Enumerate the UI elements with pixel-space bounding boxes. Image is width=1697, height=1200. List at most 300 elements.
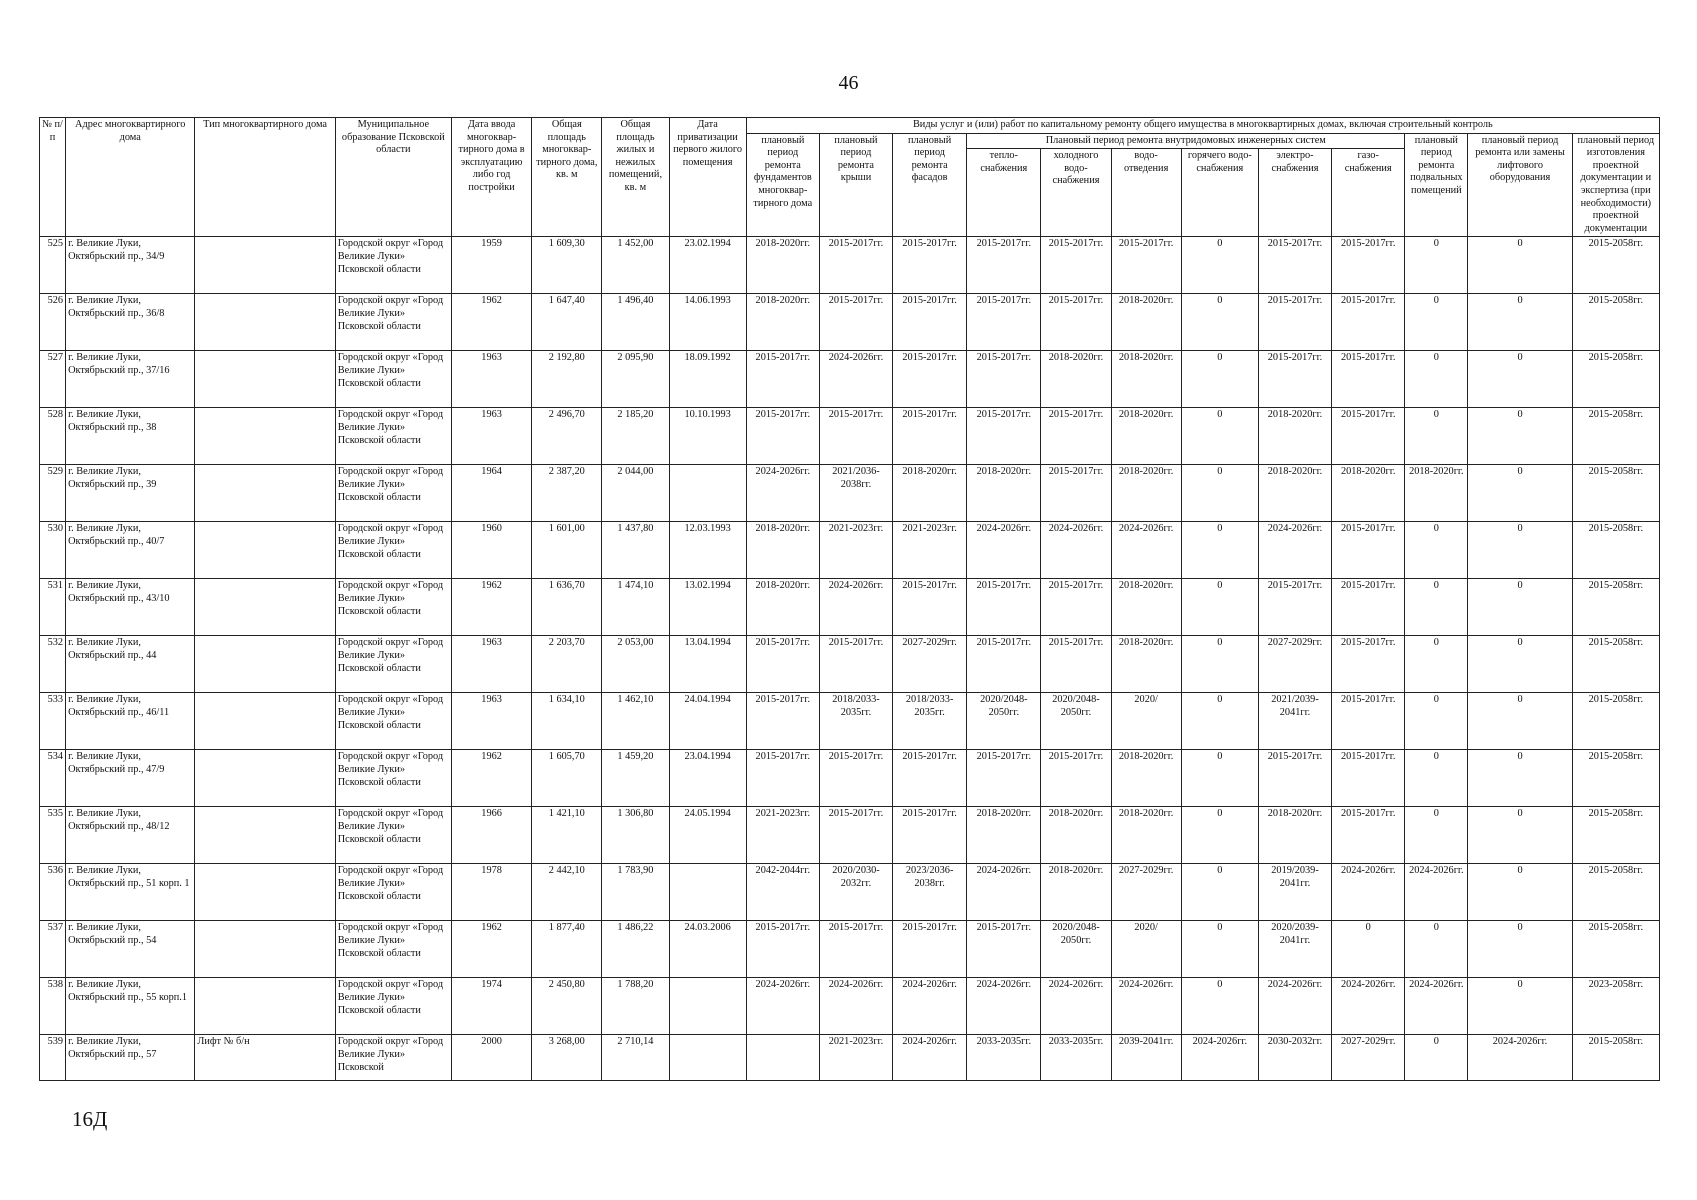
cell-heat: 2015-2017гг.: [967, 351, 1041, 408]
cell-heat: 2024-2026гг.: [967, 864, 1041, 921]
cell-lift: 0: [1468, 693, 1572, 750]
cell-cold-water: 2015-2017гг.: [1041, 579, 1111, 636]
cell-privatization: 13.02.1994: [669, 579, 746, 636]
cell-year: 1963: [452, 408, 532, 465]
cell-hot-water: 0: [1181, 579, 1258, 636]
cell-year: 1962: [452, 294, 532, 351]
cell-living-area: 1 462,10: [602, 693, 669, 750]
cell-hot-water: 0: [1181, 294, 1258, 351]
cell-address: г. Великие Луки, Октябрьский пр., 57: [66, 1035, 195, 1081]
cell-sewer: 2020/: [1111, 921, 1181, 978]
cell-hot-water: 0: [1181, 351, 1258, 408]
cell-basement: 0: [1405, 237, 1468, 294]
cell-facade: 2024-2026гг.: [893, 978, 967, 1035]
cell-address: г. Великие Луки, Октябрьский пр., 38: [66, 408, 195, 465]
cell-num: 531: [40, 579, 66, 636]
cell-design: 2015-2058гг.: [1572, 237, 1659, 294]
cell-gas: 0: [1332, 921, 1405, 978]
header-municipality: Муниципальное образование Псковской области: [335, 118, 451, 237]
cell-year: 1964: [452, 465, 532, 522]
cell-electric: 2019/2039-2041гг.: [1258, 864, 1331, 921]
cell-sewer: 2018-2020гг.: [1111, 636, 1181, 693]
cell-cold-water: 2018-2020гг.: [1041, 807, 1111, 864]
cell-total-area: 3 268,00: [532, 1035, 602, 1081]
cell-num: 526: [40, 294, 66, 351]
cell-basement: 0: [1405, 408, 1468, 465]
cell-heat: 2015-2017гг.: [967, 408, 1041, 465]
header-cold-water: холодного водо-снабжения: [1041, 149, 1111, 237]
cell-heat: 2018-2020гг.: [967, 465, 1041, 522]
cell-type: [195, 921, 335, 978]
cell-living-area: 1 452,00: [602, 237, 669, 294]
cell-privatization: 12.03.1993: [669, 522, 746, 579]
cell-municipality: Городской округ «Город Великие Луки» Псковской области: [335, 522, 451, 579]
cell-municipality: Городской округ «Город Великие Луки» Псковской области: [335, 408, 451, 465]
cell-address: г. Великие Луки, Октябрьский пр., 54: [66, 921, 195, 978]
cell-total-area: 2 496,70: [532, 408, 602, 465]
cell-lift: 0: [1468, 807, 1572, 864]
cell-type: [195, 750, 335, 807]
cell-lift: 0: [1468, 522, 1572, 579]
cell-roof: 2021/2036-2038гг.: [819, 465, 892, 522]
cell-living-area: 1 496,40: [602, 294, 669, 351]
cell-type: [195, 465, 335, 522]
table-row: [40, 522, 1660, 579]
cell-heat: 2024-2026гг.: [967, 978, 1041, 1035]
page-number: 46: [838, 72, 859, 94]
cell-privatization: 10.10.1993: [669, 408, 746, 465]
cell-basement: 2018-2020гг.: [1405, 465, 1468, 522]
cell-total-area: 1 609,30: [532, 237, 602, 294]
cell-design: 2015-2058гг.: [1572, 294, 1659, 351]
cell-municipality: Городской округ «Город Великие Луки» Псковской: [335, 1035, 451, 1081]
cell-year: 1963: [452, 693, 532, 750]
cell-total-area: 1 601,00: [532, 522, 602, 579]
header-commission-date: Дата ввода многоквар-тирного дома в эксплуатацию либо год постройки: [452, 118, 532, 237]
cell-lift: 0: [1468, 921, 1572, 978]
header-total-area: Общая площадь многоквар-тирного дома, кв. м: [532, 118, 602, 237]
cell-num: 535: [40, 807, 66, 864]
cell-design: 2015-2058гг.: [1572, 465, 1659, 522]
cell-gas: 2015-2017гг.: [1332, 636, 1405, 693]
cell-living-area: 1 306,80: [602, 807, 669, 864]
cell-lift: 0: [1468, 408, 1572, 465]
cell-heat: 2018-2020гг.: [967, 807, 1041, 864]
cell-municipality: Городской округ «Город Великие Луки» Псковской области: [335, 237, 451, 294]
cell-lift: 2024-2026гг.: [1468, 1035, 1572, 1081]
cell-type: [195, 237, 335, 294]
cell-living-area: 1 437,80: [602, 522, 669, 579]
header-lift: плановый период ремонта или замены лифтового оборудования: [1468, 133, 1572, 237]
cell-gas: 2015-2017гг.: [1332, 807, 1405, 864]
cell-electric: 2030-2032гг.: [1258, 1035, 1331, 1081]
table-row: [40, 750, 1660, 807]
cell-electric: 2020/2039-2041гг.: [1258, 921, 1331, 978]
cell-design: 2015-2058гг.: [1572, 522, 1659, 579]
cell-municipality: Городской округ «Город Великие Луки» Псковской области: [335, 693, 451, 750]
cell-total-area: 2 450,80: [532, 978, 602, 1035]
cell-year: 1962: [452, 750, 532, 807]
cell-total-area: 1 634,10: [532, 693, 602, 750]
cell-living-area: 1 788,20: [602, 978, 669, 1035]
cell-hot-water: 0: [1181, 807, 1258, 864]
repair-schedule-table: [39, 117, 1660, 1081]
cell-address: г. Великие Луки, Октябрьский пр., 51 корп. 1: [66, 864, 195, 921]
cell-lift: 0: [1468, 351, 1572, 408]
cell-address: г. Великие Луки, Октябрьский пр., 36/8: [66, 294, 195, 351]
cell-foundation: 2015-2017гг.: [746, 351, 819, 408]
cell-sewer: 2018-2020гг.: [1111, 408, 1181, 465]
cell-cold-water: 2015-2017гг.: [1041, 465, 1111, 522]
cell-gas: 2015-2017гг.: [1332, 693, 1405, 750]
cell-foundation: 2018-2020гг.: [746, 237, 819, 294]
cell-electric: 2015-2017гг.: [1258, 351, 1331, 408]
cell-type: [195, 522, 335, 579]
cell-electric: 2027-2029гг.: [1258, 636, 1331, 693]
cell-facade: 2015-2017гг.: [893, 750, 967, 807]
table-row: [40, 1035, 1660, 1081]
cell-lift: 0: [1468, 864, 1572, 921]
cell-foundation: 2015-2017гг.: [746, 693, 819, 750]
cell-roof: 2015-2017гг.: [819, 294, 892, 351]
cell-electric: 2024-2026гг.: [1258, 978, 1331, 1035]
cell-roof: 2021-2023гг.: [819, 1035, 892, 1081]
cell-type: [195, 636, 335, 693]
cell-address: г. Великие Луки, Октябрьский пр., 40/7: [66, 522, 195, 579]
cell-foundation: 2018-2020гг.: [746, 522, 819, 579]
cell-roof: 2015-2017гг.: [819, 921, 892, 978]
cell-address: г. Великие Луки, Октябрьский пр., 43/10: [66, 579, 195, 636]
cell-num: 536: [40, 864, 66, 921]
cell-heat: 2020/2048-2050гг.: [967, 693, 1041, 750]
table-row: [40, 465, 1660, 522]
cell-gas: 2015-2017гг.: [1332, 351, 1405, 408]
cell-total-area: 2 387,20: [532, 465, 602, 522]
cell-municipality: Городской округ «Город Великие Луки» Псковской области: [335, 636, 451, 693]
cell-sewer: 2024-2026гг.: [1111, 978, 1181, 1035]
cell-year: 1962: [452, 921, 532, 978]
cell-roof: 2024-2026гг.: [819, 579, 892, 636]
cell-type: [195, 978, 335, 1035]
cell-electric: 2018-2020гг.: [1258, 465, 1331, 522]
cell-privatization: [669, 1035, 746, 1081]
cell-living-area: 2 044,00: [602, 465, 669, 522]
header-design: плановый период изготовления проектной документации и экспертиза (при необходимости) проектной документации: [1572, 133, 1659, 237]
cell-gas: 2024-2026гг.: [1332, 864, 1405, 921]
cell-electric: 2015-2017гг.: [1258, 237, 1331, 294]
header-foundation: плановый период ремонта фундаментов многоквар-тирного дома: [746, 133, 819, 237]
cell-design: 2015-2058гг.: [1572, 807, 1659, 864]
cell-design: 2015-2058гг.: [1572, 351, 1659, 408]
cell-total-area: 1 421,10: [532, 807, 602, 864]
cell-sewer: 2018-2020гг.: [1111, 465, 1181, 522]
cell-roof: 2021-2023гг.: [819, 522, 892, 579]
cell-basement: 0: [1405, 1035, 1468, 1081]
cell-hot-water: 0: [1181, 864, 1258, 921]
cell-year: 1962: [452, 579, 532, 636]
cell-sewer: 2024-2026гг.: [1111, 522, 1181, 579]
cell-roof: 2015-2017гг.: [819, 807, 892, 864]
footer-code: 16Д: [72, 1107, 108, 1131]
header-electric: электро-снабжения: [1258, 149, 1331, 237]
cell-hot-water: 2024-2026гг.: [1181, 1035, 1258, 1081]
cell-privatization: [669, 465, 746, 522]
cell-year: 2000: [452, 1035, 532, 1081]
cell-address: г. Великие Луки, Октябрьский пр., 48/12: [66, 807, 195, 864]
cell-total-area: 1 877,40: [532, 921, 602, 978]
cell-gas: 2015-2017гг.: [1332, 750, 1405, 807]
cell-hot-water: 0: [1181, 921, 1258, 978]
table-row: [40, 807, 1660, 864]
cell-municipality: Городской округ «Город Великие Луки» Псковской области: [335, 579, 451, 636]
cell-sewer: 2015-2017гг.: [1111, 237, 1181, 294]
cell-num: 528: [40, 408, 66, 465]
cell-electric: 2024-2026гг.: [1258, 522, 1331, 579]
cell-facade: 2015-2017гг.: [893, 351, 967, 408]
cell-address: г. Великие Луки, Октябрьский пр., 44: [66, 636, 195, 693]
cell-municipality: Городской округ «Город Великие Луки» Псковской области: [335, 921, 451, 978]
cell-sewer: 2018-2020гг.: [1111, 750, 1181, 807]
cell-gas: 2015-2017гг.: [1332, 408, 1405, 465]
cell-municipality: Городской округ «Город Великие Луки» Псковской области: [335, 294, 451, 351]
cell-electric: 2018-2020гг.: [1258, 408, 1331, 465]
cell-lift: 0: [1468, 978, 1572, 1035]
cell-sewer: 2039-2041гг.: [1111, 1035, 1181, 1081]
cell-sewer: 2018-2020гг.: [1111, 351, 1181, 408]
cell-cold-water: 2024-2026гг.: [1041, 522, 1111, 579]
table-body: [40, 237, 1660, 1081]
cell-basement: 0: [1405, 579, 1468, 636]
cell-num: 527: [40, 351, 66, 408]
cell-address: г. Великие Луки, Октябрьский пр., 47/9: [66, 750, 195, 807]
cell-lift: 0: [1468, 465, 1572, 522]
cell-hot-water: 0: [1181, 237, 1258, 294]
cell-foundation: 2015-2017гг.: [746, 408, 819, 465]
cell-hot-water: 0: [1181, 522, 1258, 579]
cell-sewer: 2018-2020гг.: [1111, 294, 1181, 351]
cell-type: Лифт № б/н: [195, 1035, 335, 1081]
cell-year: 1960: [452, 522, 532, 579]
cell-cold-water: 2024-2026гг.: [1041, 978, 1111, 1035]
table-row: [40, 693, 1660, 750]
cell-lift: 0: [1468, 294, 1572, 351]
cell-roof: 2015-2017гг.: [819, 408, 892, 465]
cell-foundation: 2021-2023гг.: [746, 807, 819, 864]
cell-sewer: 2018-2020гг.: [1111, 579, 1181, 636]
cell-foundation: 2042-2044гг.: [746, 864, 819, 921]
cell-address: г. Великие Луки, Октябрьский пр., 37/16: [66, 351, 195, 408]
header-roof: плановый период ремонта крыши: [819, 133, 892, 237]
cell-facade: 2015-2017гг.: [893, 408, 967, 465]
cell-privatization: 23.04.1994: [669, 750, 746, 807]
cell-gas: 2015-2017гг.: [1332, 522, 1405, 579]
cell-basement: 0: [1405, 921, 1468, 978]
cell-hot-water: 0: [1181, 693, 1258, 750]
cell-living-area: 2 053,00: [602, 636, 669, 693]
cell-facade: 2021-2023гг.: [893, 522, 967, 579]
cell-electric: 2018-2020гг.: [1258, 807, 1331, 864]
cell-cold-water: 2015-2017гг.: [1041, 750, 1111, 807]
cell-facade: 2024-2026гг.: [893, 1035, 967, 1081]
cell-total-area: 2 203,70: [532, 636, 602, 693]
cell-heat: 2015-2017гг.: [967, 237, 1041, 294]
cell-gas: 2015-2017гг.: [1332, 579, 1405, 636]
cell-electric: 2015-2017гг.: [1258, 750, 1331, 807]
header-hot-water: горячего водо-снабжения: [1181, 149, 1258, 237]
cell-foundation: 2024-2026гг.: [746, 465, 819, 522]
cell-privatization: 13.04.1994: [669, 636, 746, 693]
cell-heat: 2015-2017гг.: [967, 579, 1041, 636]
cell-year: 1959: [452, 237, 532, 294]
cell-facade: 2015-2017гг.: [893, 237, 967, 294]
cell-total-area: 1 647,40: [532, 294, 602, 351]
cell-basement: 0: [1405, 351, 1468, 408]
cell-sewer: 2020/: [1111, 693, 1181, 750]
cell-design: 2015-2058гг.: [1572, 921, 1659, 978]
cell-privatization: [669, 864, 746, 921]
cell-privatization: 23.02.1994: [669, 237, 746, 294]
cell-living-area: 1 474,10: [602, 579, 669, 636]
cell-design: 2015-2058гг.: [1572, 408, 1659, 465]
cell-year: 1963: [452, 351, 532, 408]
cell-type: [195, 807, 335, 864]
cell-heat: 2015-2017гг.: [967, 750, 1041, 807]
cell-cold-water: 2015-2017гг.: [1041, 636, 1111, 693]
cell-basement: 0: [1405, 636, 1468, 693]
cell-design: 2023-2058гг.: [1572, 978, 1659, 1035]
cell-year: 1963: [452, 636, 532, 693]
cell-foundation: 2015-2017гг.: [746, 750, 819, 807]
cell-cold-water: 2018-2020гг.: [1041, 351, 1111, 408]
cell-num: 525: [40, 237, 66, 294]
cell-sewer: 2027-2029гг.: [1111, 864, 1181, 921]
cell-living-area: 1 486,22: [602, 921, 669, 978]
cell-facade: 2018-2020гг.: [893, 465, 967, 522]
cell-privatization: 24.04.1994: [669, 693, 746, 750]
cell-cold-water: 2015-2017гг.: [1041, 408, 1111, 465]
cell-type: [195, 408, 335, 465]
cell-basement: 0: [1405, 294, 1468, 351]
header-facade: плановый период ремонта фасадов: [893, 133, 967, 237]
cell-gas: 2015-2017гг.: [1332, 294, 1405, 351]
cell-facade: 2015-2017гг.: [893, 921, 967, 978]
cell-facade: 2015-2017гг.: [893, 807, 967, 864]
header-living-area: Общая площадь жилых и нежилых помещений, кв. м: [602, 118, 669, 237]
cell-roof: 2015-2017гг.: [819, 636, 892, 693]
cell-municipality: Городской округ «Город Великие Луки» Псковской области: [335, 864, 451, 921]
cell-privatization: 14.06.1993: [669, 294, 746, 351]
cell-privatization: 18.09.1992: [669, 351, 746, 408]
cell-type: [195, 294, 335, 351]
cell-cold-water: 2020/2048-2050гг.: [1041, 693, 1111, 750]
cell-roof: 2018/2033-2035гг.: [819, 693, 892, 750]
cell-gas: 2024-2026гг.: [1332, 978, 1405, 1035]
cell-municipality: Городской округ «Город Великие Луки» Псковской области: [335, 750, 451, 807]
cell-num: 534: [40, 750, 66, 807]
cell-privatization: 24.03.2006: [669, 921, 746, 978]
cell-heat: 2015-2017гг.: [967, 636, 1041, 693]
cell-roof: 2024-2026гг.: [819, 978, 892, 1035]
cell-foundation: 2018-2020гг.: [746, 579, 819, 636]
cell-roof: 2024-2026гг.: [819, 351, 892, 408]
cell-design: 2015-2058гг.: [1572, 693, 1659, 750]
cell-basement: 2024-2026гг.: [1405, 864, 1468, 921]
cell-total-area: 2 192,80: [532, 351, 602, 408]
cell-living-area: 1 459,20: [602, 750, 669, 807]
cell-cold-water: 2020/2048-2050гг.: [1041, 921, 1111, 978]
cell-basement: 0: [1405, 522, 1468, 579]
table-row: [40, 978, 1660, 1035]
cell-num: 539: [40, 1035, 66, 1081]
cell-basement: 2024-2026гг.: [1405, 978, 1468, 1035]
cell-roof: 2015-2017гг.: [819, 750, 892, 807]
cell-municipality: Городской округ «Город Великие Луки» Псковской области: [335, 465, 451, 522]
cell-heat: 2015-2017гг.: [967, 294, 1041, 351]
cell-heat: 2015-2017гг.: [967, 921, 1041, 978]
header-heat: тепло-снабжения: [967, 149, 1041, 237]
cell-design: 2015-2058гг.: [1572, 579, 1659, 636]
cell-num: 533: [40, 693, 66, 750]
cell-gas: 2015-2017гг.: [1332, 237, 1405, 294]
cell-total-area: 2 442,10: [532, 864, 602, 921]
cell-hot-water: 0: [1181, 465, 1258, 522]
cell-heat: 2033-2035гг.: [967, 1035, 1041, 1081]
cell-privatization: 24.05.1994: [669, 807, 746, 864]
cell-cold-water: 2015-2017гг.: [1041, 294, 1111, 351]
cell-hot-water: 0: [1181, 750, 1258, 807]
cell-address: г. Великие Луки, Октябрьский пр., 39: [66, 465, 195, 522]
cell-heat: 2024-2026гг.: [967, 522, 1041, 579]
cell-municipality: Городской округ «Город Великие Луки» Псковской области: [335, 978, 451, 1035]
cell-year: 1978: [452, 864, 532, 921]
header-privatization-date: Дата приватизации первого жилого помещения: [669, 118, 746, 237]
cell-electric: 2015-2017гг.: [1258, 294, 1331, 351]
header-systems-group: Плановый период ремонта внутридомовых инженерных систем: [967, 133, 1405, 149]
cell-cold-water: 2018-2020гг.: [1041, 864, 1111, 921]
cell-facade: 2018/2033-2035гг.: [893, 693, 967, 750]
cell-basement: 0: [1405, 807, 1468, 864]
cell-gas: 2027-2029гг.: [1332, 1035, 1405, 1081]
cell-facade: 2015-2017гг.: [893, 579, 967, 636]
cell-hot-water: 0: [1181, 636, 1258, 693]
cell-type: [195, 864, 335, 921]
cell-num: 532: [40, 636, 66, 693]
cell-address: г. Великие Луки, Октябрьский пр., 55 корп.1: [66, 978, 195, 1035]
cell-year: 1974: [452, 978, 532, 1035]
cell-lift: 0: [1468, 579, 1572, 636]
cell-year: 1966: [452, 807, 532, 864]
cell-cold-water: 2015-2017гг.: [1041, 237, 1111, 294]
cell-municipality: Городской округ «Город Великие Луки» Псковской области: [335, 807, 451, 864]
cell-gas: 2018-2020гг.: [1332, 465, 1405, 522]
cell-foundation: 2024-2026гг.: [746, 978, 819, 1035]
cell-design: 2015-2058гг.: [1572, 636, 1659, 693]
cell-basement: 0: [1405, 750, 1468, 807]
cell-facade: 2027-2029гг.: [893, 636, 967, 693]
table-row: [40, 351, 1660, 408]
table-row: [40, 237, 1660, 294]
cell-address: г. Великие Луки, Октябрьский пр., 46/11: [66, 693, 195, 750]
cell-sewer: 2018-2020гг.: [1111, 807, 1181, 864]
table-row: [40, 408, 1660, 465]
cell-living-area: 2 185,20: [602, 408, 669, 465]
table-row: [40, 579, 1660, 636]
cell-facade: 2023/2036-2038гг.: [893, 864, 967, 921]
cell-address: г. Великие Луки, Октябрьский пр., 34/9: [66, 237, 195, 294]
table-row: [40, 294, 1660, 351]
cell-living-area: 2 095,90: [602, 351, 669, 408]
cell-living-area: 1 783,90: [602, 864, 669, 921]
